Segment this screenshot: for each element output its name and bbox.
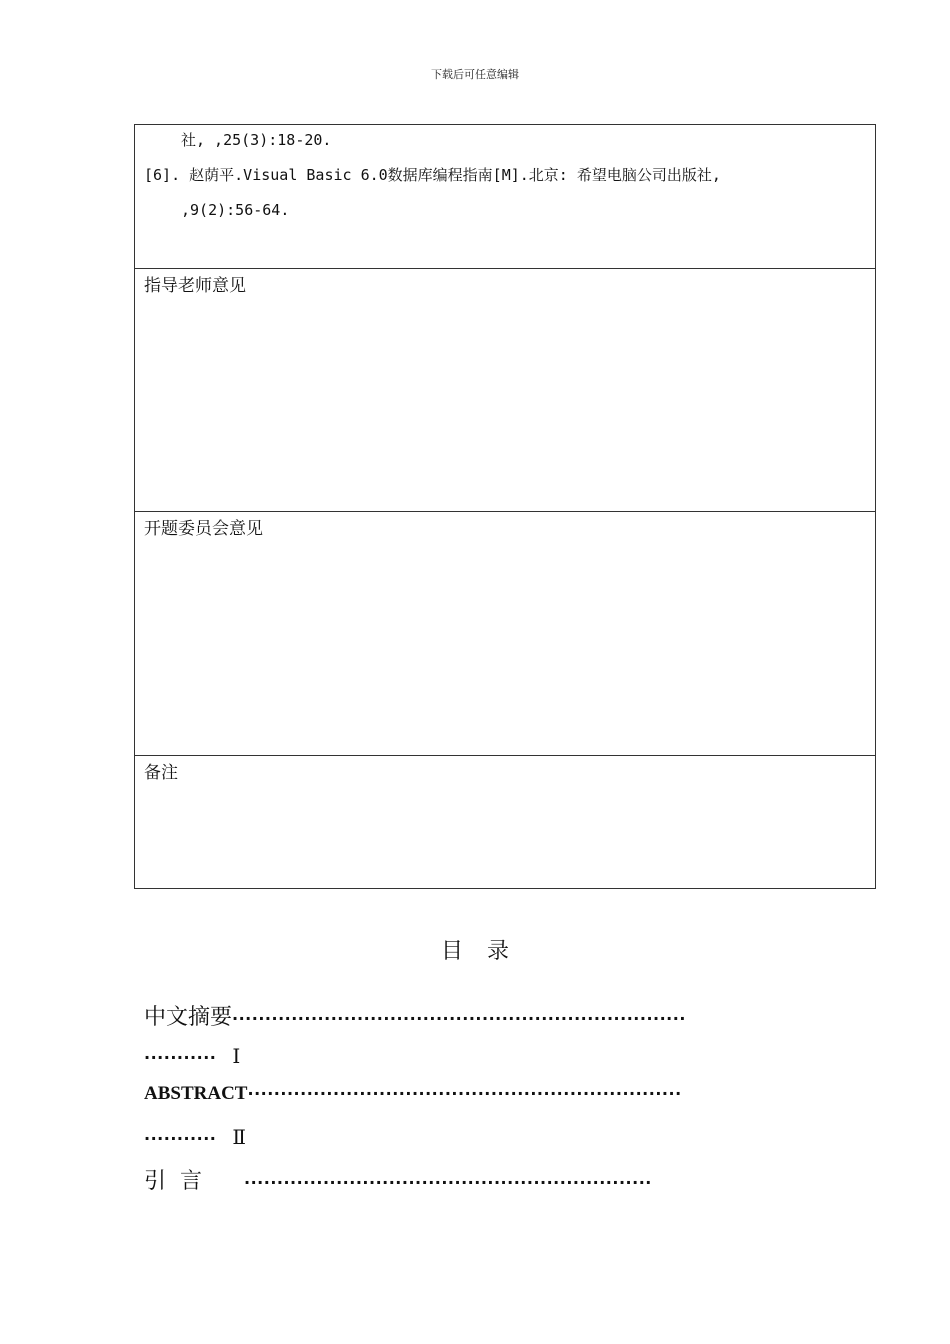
reference-line: 社, ,25(3):18-20. — [181, 131, 332, 149]
references-cell — [135, 125, 875, 268]
proposal-form-table — [134, 124, 876, 889]
reference-line: [6]. 赵荫平.Visual Basic 6.0数据库编程指南[M].北京: 希望电脑公司出版社, — [144, 166, 721, 184]
page-header: 下载后可任意编辑 — [431, 68, 519, 81]
toc-entry-introduction[interactable] — [144, 1164, 652, 1195]
toc-leader-dots: ··········· — [144, 1129, 217, 1148]
toc-entry-abstract-cn-page[interactable] — [144, 1044, 240, 1068]
advisor-opinion-cell — [135, 268, 875, 511]
toc-leader-dots: ····································································· — [232, 1009, 686, 1028]
toc-leader-dots: ······························································ — [244, 1173, 652, 1192]
toc-leader-dots: ··········· — [144, 1048, 217, 1067]
committee-opinion-cell — [135, 511, 875, 755]
toc-entry-abstract-cn[interactable] — [144, 1000, 686, 1031]
advisor-opinion-label: 指导老师意见 — [144, 276, 246, 296]
committee-opinion-label: 开题委员会意见 — [144, 519, 263, 539]
toc-entry-abstract-en-page[interactable] — [144, 1125, 246, 1149]
toc-entry-label: 中文摘要 — [144, 1005, 233, 1030]
toc-title: 目录 — [440, 939, 533, 964]
toc-entry-label: 引 言 — [144, 1169, 202, 1194]
toc-entry-abstract-en[interactable] — [144, 1083, 682, 1105]
toc-leader-dots: ·································································· — [247, 1084, 682, 1103]
toc-entry-label: ABSTRACT — [144, 1083, 248, 1104]
remarks-cell — [135, 755, 875, 888]
reference-line: ,9(2):56-64. — [181, 201, 290, 219]
remarks-label: 备注 — [144, 763, 178, 783]
toc-page-number: Ⅰ — [232, 1044, 241, 1068]
toc-page-number: Ⅱ — [232, 1125, 246, 1149]
